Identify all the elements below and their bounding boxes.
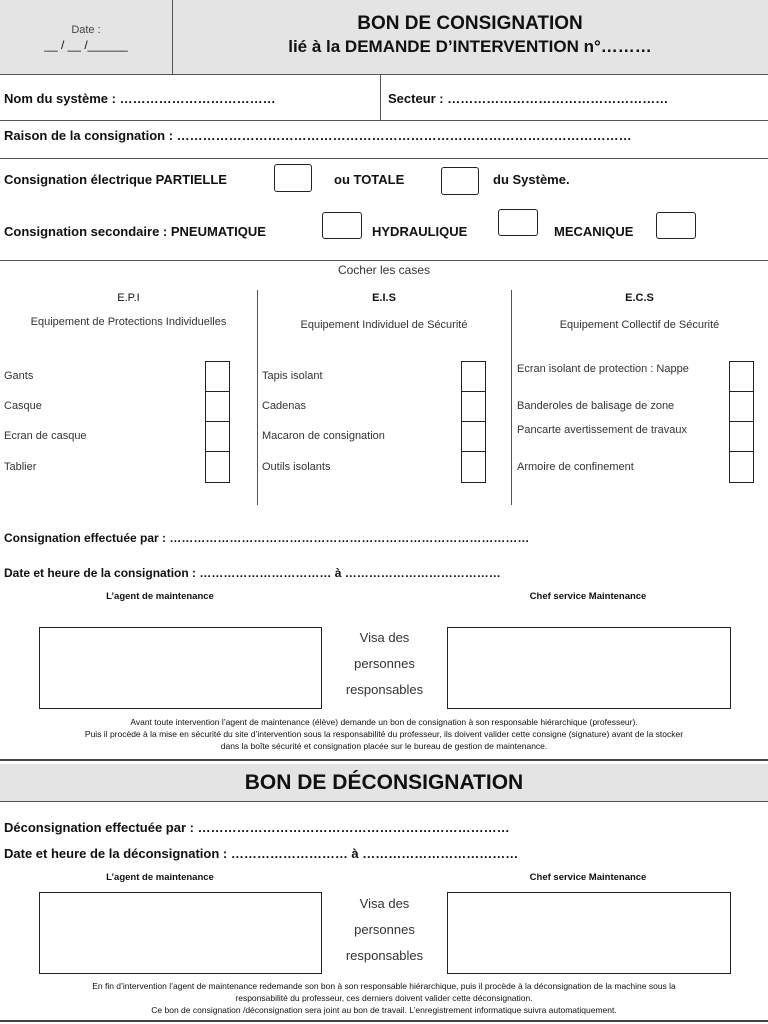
consignation-date-heure[interactable]: Date et heure de la consignation : …………………………… à ………………………………… (4, 566, 501, 580)
agent-label: L’agent de maintenance (106, 872, 214, 883)
ecs-checkbox[interactable] (730, 422, 753, 452)
du-systeme-label: du Système. (493, 172, 570, 187)
ecs-title: Equipement Collectif de Sécurité (559, 319, 720, 331)
ecs-item: Banderoles de balisage de zone (517, 400, 675, 412)
deconsignation-date-heure[interactable]: Date et heure de la déconsignation : ……………………… à ……………………………… (4, 846, 519, 861)
epi-title: Equipement de Protections Individuelles (30, 316, 227, 328)
deconsign-note: Ce bon de consignation /déconsignation sera joint au bon de travail. L’enregistrement informatique suivra automatiquement. (151, 1005, 617, 1015)
ecs-item: Ecran isolant de protection : Nappe (517, 363, 689, 375)
agent-label: L’agent de maintenance (106, 591, 214, 602)
epi-checkbox[interactable] (206, 392, 229, 422)
chef-signature-box[interactable] (447, 892, 731, 974)
ou-totale-label: ou TOTALE (334, 172, 405, 187)
visa-line: Visa des (359, 630, 410, 645)
ecs-item: Pancarte avertissement de travaux (517, 424, 687, 436)
epi-checkbox[interactable] (206, 422, 229, 452)
mecanique-checkbox[interactable] (656, 212, 696, 239)
visa-line: personnes (354, 656, 415, 671)
rule (0, 801, 768, 802)
agent-signature-box[interactable] (39, 892, 322, 974)
raison-field[interactable]: Raison de la consignation : …………………………………………………………………………………………… (4, 128, 632, 143)
deconsignation-effectuee-par[interactable]: Déconsignation effectuée par : ……………………………………………………………… (4, 820, 510, 835)
rule (0, 759, 768, 761)
eis-checkbox[interactable] (462, 422, 485, 452)
hydraulique-checkbox[interactable] (498, 209, 538, 236)
consignation-secondaire-label: Consignation secondaire : PNEUMATIQUE (4, 224, 266, 239)
rule (0, 1020, 768, 1022)
ecs-checkbox[interactable] (730, 392, 753, 422)
hydraulique-label: HYDRAULIQUE (372, 224, 468, 239)
date-blank: __ / __ /______ (44, 38, 128, 52)
ecs-item: Armoire de confinement (517, 461, 634, 473)
visa-line: Visa des (359, 896, 410, 911)
mecanique-label: MECANIQUE (554, 224, 634, 239)
epi-item: Tablier (4, 461, 37, 473)
visa-line: responsables (345, 682, 424, 697)
agent-signature-box[interactable] (39, 627, 322, 709)
date-label: Date : (71, 24, 101, 36)
eis-checkbox[interactable] (462, 392, 485, 422)
nom-systeme-field[interactable]: Nom du système : ……………………………… (4, 91, 276, 106)
ecs-checkbox[interactable] (730, 452, 753, 482)
epi-item: Ecran de casque (4, 430, 87, 442)
cocher-instruction: Cocher les cases (337, 263, 431, 277)
epi-checkbox-column[interactable] (205, 361, 230, 483)
chef-label: Chef service Maintenance (529, 591, 647, 602)
epi-abbr: E.P.I (117, 292, 140, 304)
eis-abbr: E.I.S (372, 292, 396, 304)
rule (0, 158, 768, 159)
consign-note: Avant toute intervention l’agent de maintenance (élève) demande un bon de consignation à son responsable hiérarchique (professeur). (130, 717, 638, 727)
epi-checkbox[interactable] (206, 452, 229, 482)
consign-note: Puis il procède à la mise en sécurité du site d’intervention sous la responsabilité du professeur, ils doivent valider cette consigne (signature) avant de la stocker (84, 729, 684, 739)
eis-item: Outils isolants (262, 461, 331, 473)
epi-checkbox[interactable] (206, 362, 229, 392)
eis-checkbox-column[interactable] (461, 361, 486, 483)
pneumatique-checkbox[interactable] (322, 212, 362, 239)
rule (0, 120, 768, 121)
visa-line: responsables (345, 948, 424, 963)
rule (0, 260, 768, 261)
chef-signature-box[interactable] (447, 627, 731, 709)
eis-item: Tapis isolant (262, 370, 323, 382)
deconsign-note: responsabilité du professeur, ces derniers doivent valider cette déconsignation. (235, 993, 533, 1003)
eis-checkbox[interactable] (462, 452, 485, 482)
form-subtitle: lié à la DEMANDE D’INTERVENTION n°……… (288, 37, 652, 56)
ecs-checkbox-column[interactable] (729, 361, 754, 483)
eis-item: Macaron de consignation (262, 430, 385, 442)
chef-label: Chef service Maintenance (529, 872, 647, 883)
rule (0, 74, 768, 75)
consignation-electrique-label: Consignation électrique PARTIELLE (4, 172, 227, 187)
deconsign-title: BON DE DÉCONSIGNATION (244, 771, 524, 794)
partielle-checkbox[interactable] (274, 164, 312, 192)
eis-checkbox[interactable] (462, 362, 485, 392)
ecs-abbr: E.C.S (625, 292, 654, 304)
ecs-checkbox[interactable] (730, 362, 753, 392)
totale-checkbox[interactable] (441, 167, 479, 195)
epi-item: Gants (4, 370, 34, 382)
consign-note: dans la boîte sécurité et consignation placée sur le bureau de gestion de maintenance. (220, 741, 548, 751)
form-title: BON DE CONSIGNATION (357, 13, 583, 34)
consignation-effectuee-par[interactable]: Consignation effectuée par : ……………………………………………………………………………… (4, 531, 530, 545)
secteur-field[interactable]: Secteur : …………………………………………… (388, 91, 669, 106)
deconsign-note: En fin d’intervention l’agent de maintenance redemande son bon à son responsable hiérarchique, puis il procède à la déconsignation de la machine sous la (92, 981, 676, 991)
field-divider (380, 74, 381, 120)
eis-item: Cadenas (262, 400, 307, 412)
epi-item: Casque (4, 400, 42, 412)
eis-title: Equipement Individuel de Sécurité (300, 319, 468, 331)
visa-line: personnes (354, 922, 415, 937)
